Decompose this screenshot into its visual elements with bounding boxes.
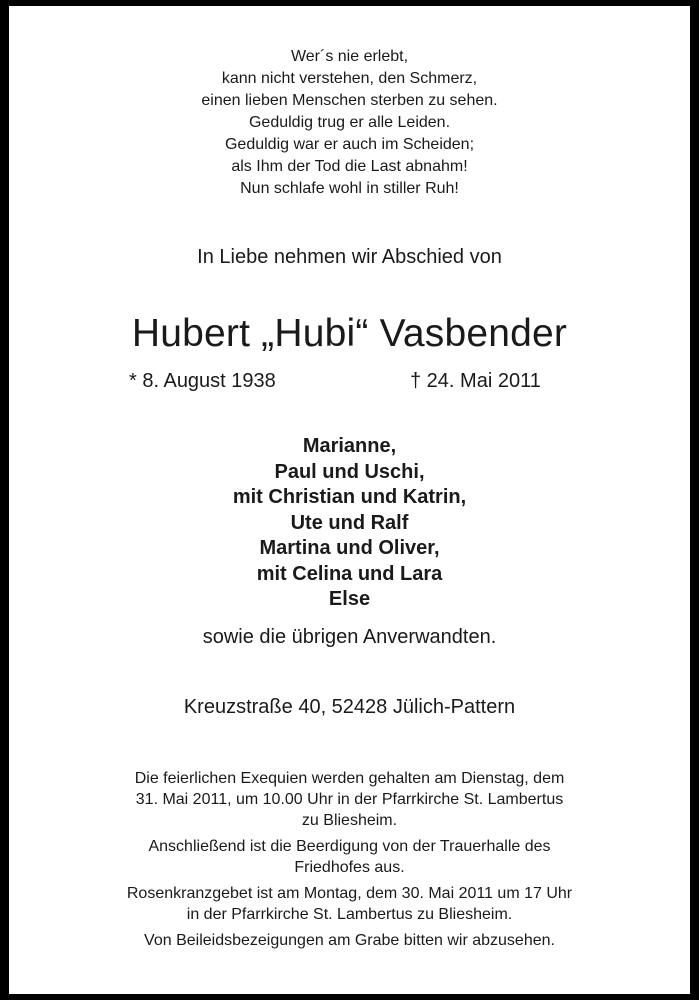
poem-line: Geduldig trug er alle Leiden. (248, 114, 451, 131)
mourners-list (9, 434, 690, 613)
other-relatives: sowie die übrigen Anverwandten. (202, 626, 497, 648)
mourner-line: Ute und Ralf (290, 511, 409, 534)
mourner-line: mit Celina und Lara (256, 562, 443, 585)
poem-line: Wer´s nie erlebt, (290, 48, 409, 65)
poem-line: einen lieben Menschen sterben zu sehen. (201, 92, 498, 109)
info-line: zu Bliesheim. (301, 812, 398, 829)
info-line: in der Pfarrkirche St. Lambertus zu Bliesheim. (186, 906, 513, 923)
info-line: Anschließend ist die Beerdigung von der Trauerhalle des (148, 838, 551, 855)
mourner-line: mit Christian und Katrin, (232, 486, 467, 508)
info-line: Friedhofes aus. (294, 859, 405, 876)
info-line: Von Beileidsbezeigungen am Grabe bitten wir abzusehen. (144, 932, 555, 949)
info-line: 31. Mai 2011, um 10.00 Uhr in der Pfarrkirche St. Lambertus (135, 791, 564, 808)
rosary-paragraph (39, 883, 660, 925)
info-line: Rosenkranzgebet ist am Montag, dem 30. Mai 2011 um 17 Uhr (126, 885, 573, 902)
mourner-line: Marianne, (302, 435, 397, 457)
condolences-paragraph (39, 930, 660, 951)
life-dates (9, 370, 690, 396)
poem-line: Nun schlafe wohl in stiller Ruh! (240, 180, 459, 197)
poem-line: kann nicht verstehen, den Schmerz, (221, 70, 478, 87)
birth-date: * 8. August 1938 (129, 370, 276, 392)
mourner-line: Martina und Oliver, (259, 537, 440, 559)
burial-paragraph (39, 836, 660, 878)
farewell-intro: In Liebe nehmen wir Abschied von (197, 246, 502, 268)
family-address: Kreuzstraße 40, 52428 Jülich-Pattern (183, 696, 516, 718)
death-date: † 24. Mai 2011 (410, 370, 541, 392)
info-line: Die feierlichen Exequien werden gehalten am Dienstag, dem (134, 770, 565, 787)
exequien-paragraph (39, 768, 660, 831)
mourner-line: Paul und Uschi, (274, 460, 425, 483)
poem-line: als Ihm der Tod die Last abnahm! (231, 158, 468, 175)
memorial-poem (9, 46, 690, 200)
mourner-line: Else (328, 588, 371, 610)
deceased-name: Hubert „Hubi“ Vasbender (131, 312, 568, 355)
poem-line: Geduldig war er auch im Scheiden; (224, 136, 475, 153)
service-information (39, 768, 660, 956)
